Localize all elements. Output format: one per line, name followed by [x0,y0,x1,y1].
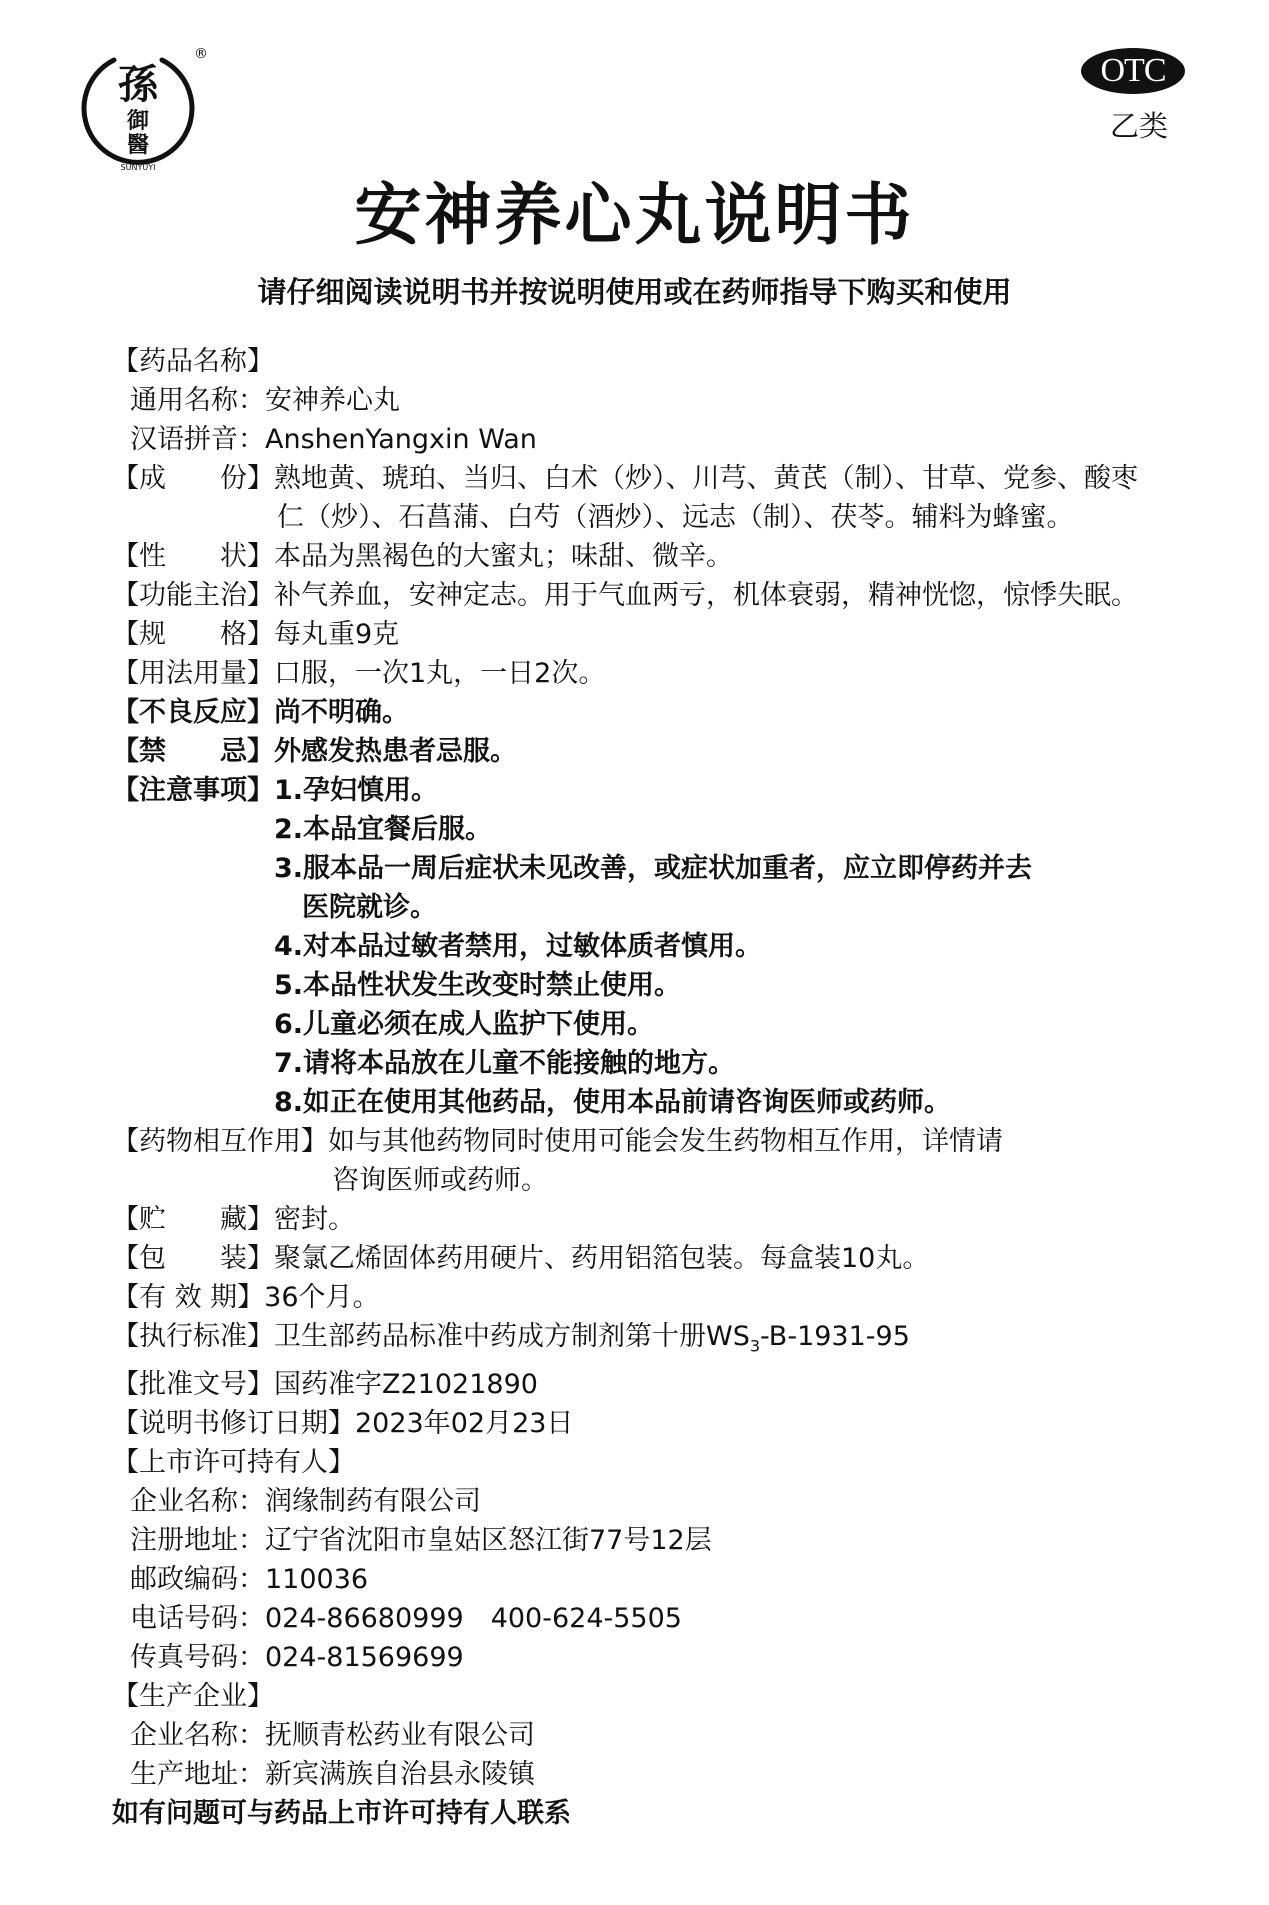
section-character [112,537,1232,576]
holder-postcode-label: 邮政编码： [130,1564,265,1596]
package-value: 聚氯乙烯固体药用硬片、药用铝箔包装。每盒装10丸。 [274,1243,930,1274]
section-storage [112,1200,1232,1239]
section-contraindications [112,732,1232,771]
section-precautions [112,771,1232,810]
manufacturer-name-value: 抚顺青松药业有限公司 [265,1720,535,1752]
revision-label: 【说明书修订日期】 [112,1408,355,1440]
interactions-line2: 咨询医师或药师。 [332,1165,548,1196]
svg-text:SUNYUYI: SUNYUYI [120,163,156,172]
section-dosage [112,654,1232,693]
otc-badge: OTC [1081,48,1185,94]
contraindications-label: 【禁 忌】 [112,736,274,767]
svg-text:醫: 醫 [126,132,150,158]
section-validity [112,1278,1232,1317]
contraindications-value: 外感发热患者忌服。 [274,736,517,767]
section-approval [112,1365,1232,1404]
generic-name-label: 通用名称： [130,385,265,416]
standard-label: 【执行标准】 [112,1321,274,1352]
precaution-item: 7.请将本品放在儿童不能接触的地方。 [274,1048,736,1079]
section-standard [112,1317,1232,1365]
interactions-label: 【药物相互作用】 [112,1126,328,1157]
footer-note [112,1794,1232,1833]
precaution-item: 4.对本品过敏者禁用，过敏体质者慎用。 [274,931,763,962]
holder-phone-value: 024-86680999 400-624-5505 [265,1603,682,1635]
section-package [112,1239,1232,1278]
specification-label: 【规 格】 [112,619,274,650]
section-drug-name [112,342,1232,381]
pinyin-row [112,420,1232,459]
holder-phone-label: 电话号码： [130,1603,265,1635]
revision-value: 2023年02月23日 [355,1408,574,1440]
holder-label: 【上市许可持有人】 [112,1447,355,1479]
pinyin-value: AnshenYangxin Wan [265,424,537,455]
holder-name-value: 润缘制药有限公司 [265,1486,481,1518]
holder-name-label: 企业名称： [130,1486,265,1518]
holder-fax-label: 传真号码： [130,1642,265,1674]
brand-logo [76,42,200,178]
manufacturer-address-value: 新宾满族自治县永陵镇 [265,1759,535,1791]
precaution-item: 1.孕妇慎用。 [274,775,439,806]
storage-value: 密封。 [274,1204,355,1235]
precaution-item: 5.本品性状发生改变时禁止使用。 [274,970,682,1001]
indications-label: 【功能主治】 [112,580,274,611]
precaution-item: 2.本品宜餐后服。 [274,814,493,845]
character-value: 本品为黑褐色的大蜜丸；味甜、微辛。 [274,541,733,572]
adverse-label: 【不良反应】 [112,697,274,728]
standard-value-subscript: 3 [749,1336,761,1356]
package-label: 【包 装】 [112,1243,274,1274]
precaution-item: 3.服本品一周后症状未见改善，或症状加重者，应立即停药并去 [274,853,1033,884]
svg-text:御: 御 [126,108,150,134]
precaution-item-continued: 医院就诊。 [302,892,437,923]
section-adverse [112,693,1232,732]
holder-fax-value: 024-81569699 [265,1642,464,1674]
approval-label: 【批准文号】 [112,1369,274,1401]
holder-postcode-row [112,1560,1232,1599]
storage-label: 【贮 藏】 [112,1204,274,1235]
validity-label: 【有 效 期】 [112,1282,265,1313]
ingredients-label: 【成 份】 [112,463,274,494]
footer-note-text: 如有问题可与药品上市许可持有人联系 [112,1798,571,1830]
section-ingredients [112,459,1232,498]
approval-value: 国药准字Z21021890 [274,1369,538,1401]
adverse-value: 尚不明确。 [274,697,409,728]
otc-class: 乙类 [1109,109,1168,143]
interactions-line1: 如与其他药物同时使用可能会发生药物相互作用，详情请 [328,1126,1003,1157]
holder-phone-row [112,1599,1232,1638]
manufacturer-label: 【生产企业】 [112,1681,274,1713]
generic-name-value: 安神养心丸 [265,385,400,416]
generic-name-row [112,381,1232,420]
validity-value: 36个月。 [264,1282,380,1313]
holder-name-row [112,1482,1232,1521]
standard-value-code: -B-1931-95 [760,1321,910,1352]
section-specification [112,615,1232,654]
leaflet-body [112,342,1232,1833]
holder-postcode-value: 110036 [265,1564,369,1596]
section-interactions [112,1122,1232,1161]
ingredients-line1: 熟地黄、琥珀、当归、白术（炒）、川芎、黄芪（制）、甘草、党参、酸枣 [274,463,1138,494]
character-label: 【性 状】 [112,541,274,572]
holder-address-label: 注册地址： [130,1525,265,1557]
standard-value-main: 卫生部药品标准中药成方制剂第十册WS [274,1321,750,1352]
drug-name-label: 【药品名称】 [112,346,274,377]
section-indications [112,576,1232,615]
manufacturer-name-row [112,1716,1232,1755]
holder-fax-row [112,1638,1232,1677]
holder-address-value: 辽宁省沈阳市皇姑区怒江街77号12层 [265,1525,712,1557]
dosage-value: 口服，一次1丸，一日2次。 [274,658,606,689]
document-title: 安神养心丸说明书 [354,176,915,254]
manufacturer-address-row [112,1755,1232,1794]
precaution-item: 6.儿童必须在成人监护下使用。 [274,1009,655,1040]
dosage-label: 【用法用量】 [112,658,274,689]
indications-value: 补气养血，安神定志。用于气血两亏，机体衰弱，精神恍惚，惊悸失眠。 [274,580,1138,611]
svg-text:孫: 孫 [118,61,158,108]
brand-logo-emblem [76,42,200,178]
precaution-item: 8.如正在使用其他药品，使用本品前请咨询医师或药师。 [274,1087,952,1118]
ingredients-line2: 仁（炒）、石菖蒲、白芍（酒炒）、远志（制）、茯苓。辅料为蜂蜜。 [277,502,1074,533]
document-subtitle: 请仔细阅读说明书并按说明使用或在药师指导下购买和使用 [257,275,1012,309]
specification-value: 每丸重9克 [274,619,400,650]
standard-value [274,1317,910,1365]
section-manufacturer [112,1677,1232,1716]
registered-mark: ® [194,46,208,62]
manufacturer-name-label: 企业名称： [130,1720,265,1752]
holder-address-row [112,1521,1232,1560]
precautions-label: 【注意事项】 [112,775,274,806]
manufacturer-address-label: 生产地址： [130,1759,265,1791]
pinyin-label: 汉语拼音： [130,424,265,455]
section-holder [112,1443,1232,1482]
section-revision [112,1404,1232,1443]
